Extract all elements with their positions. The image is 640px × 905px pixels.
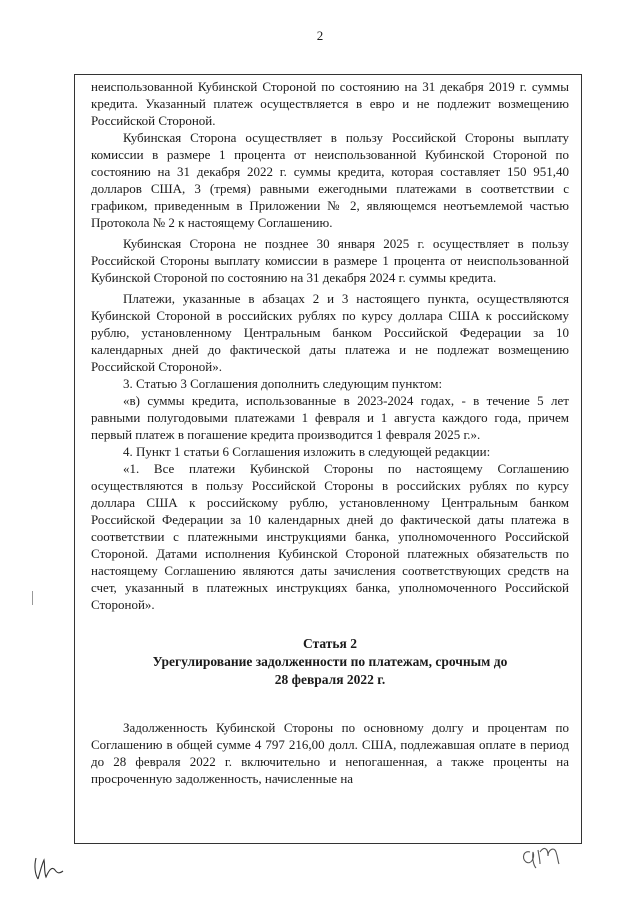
paragraph-commission-2022: Кубинская Сторона осуществляет в пользу Российской Стороны выплату комиссии в размере 1 процента от неиспользованной Кубинской Стороной по состоянию на 31 декабря 2022 г. суммы кредита, которая составляет 150 951,40 долларов США, 3 (тремя) равными ежегодными платежами в соответствии с графиком, приведенным в Приложении № 2, являющемся неотъемлемой частью Протокола № 2 к настоящему Соглашению. xyxy=(91,130,569,230)
paragraph-article3-amendment: 3. Статью 3 Соглашения дополнить следующим пунктом: xyxy=(123,376,443,391)
initials-left-signature xyxy=(30,852,70,882)
initials-right-signature xyxy=(516,838,572,872)
paragraph-commission-2024: Кубинская Сторона не позднее 30 января 2025 г. осуществляет в пользу Российской Стороны выплату комиссии в размере 1 процента от неиспользованной Кубинской Стороной по состоянию на 31 декабря 2024 г. суммы кредита. xyxy=(91,236,569,285)
document-body xyxy=(91,78,569,787)
article-title-line2: 28 февраля 2022 г. xyxy=(274,672,386,687)
left-margin-mark xyxy=(32,591,33,605)
article-title-line1: Урегулирование задолженности по платежам, срочным до xyxy=(152,654,508,669)
paragraph-arrears: Задолженность Кубинской Стороны по основному долгу и процентам по Соглашению в общей сумме 4 797 216,00 долл. США, подлежавшая оплате в период до 28 февраля 2022 г. включительно и непогашенная, а также проценты на просроченную задолженность, начисленные на xyxy=(91,720,569,786)
paragraph-payments-currency: Платежи, указанные в абзацах 2 и 3 настоящего пункта, осуществляются Кубинской Стороной в российских рублях по курсу доллара США к российскому рублю, установленному Центральным банком Российской Федерации за 10 календарных дней до фактической даты платежа и не подлежат возмещению Российской Стороной». xyxy=(91,291,569,374)
article-number: Статья 2 xyxy=(303,636,357,651)
page-number: 2 xyxy=(316,28,324,43)
paragraph-continuation: неиспользованной Кубинской Стороной по состоянию на 31 декабря 2019 г. суммы кредита. Указанный платеж осуществляется в евро и не подлежит возмещению Российской Стороной. xyxy=(91,79,569,128)
paragraph-article3-point-v: «в) суммы кредита, использованные в 2023-2024 годах, - в течение 5 лет равными полугодовыми платежами 1 февраля и 1 августа каждого года, причем первый платеж в погашение кредита производится 1 февраля 2025 г.». xyxy=(91,393,569,442)
paragraph-article6-text: «1. Все платежи Кубинской Стороны по настоящему Соглашению осуществляются в пользу Российской Стороны в российских рублях по курсу доллара США к российскому рублю, установленному Центральным банком Российской Федерации за 10 календарных дней до фактической даты платежа в соответствии с платежными инструкциями банка, уполномоченного Российской Стороной. Датами исполнения Кубинской Стороной платежных обязательств по настоящему Соглашению являются даты зачисления соответствующих средств на счет, указанный в платежных инструкциях банка, уполномоченного Российской Стороной». xyxy=(91,461,569,612)
paragraph-article6-amendment: 4. Пункт 1 статьи 6 Соглашения изложить в следующей редакции: xyxy=(123,444,491,459)
document-frame xyxy=(74,74,582,844)
